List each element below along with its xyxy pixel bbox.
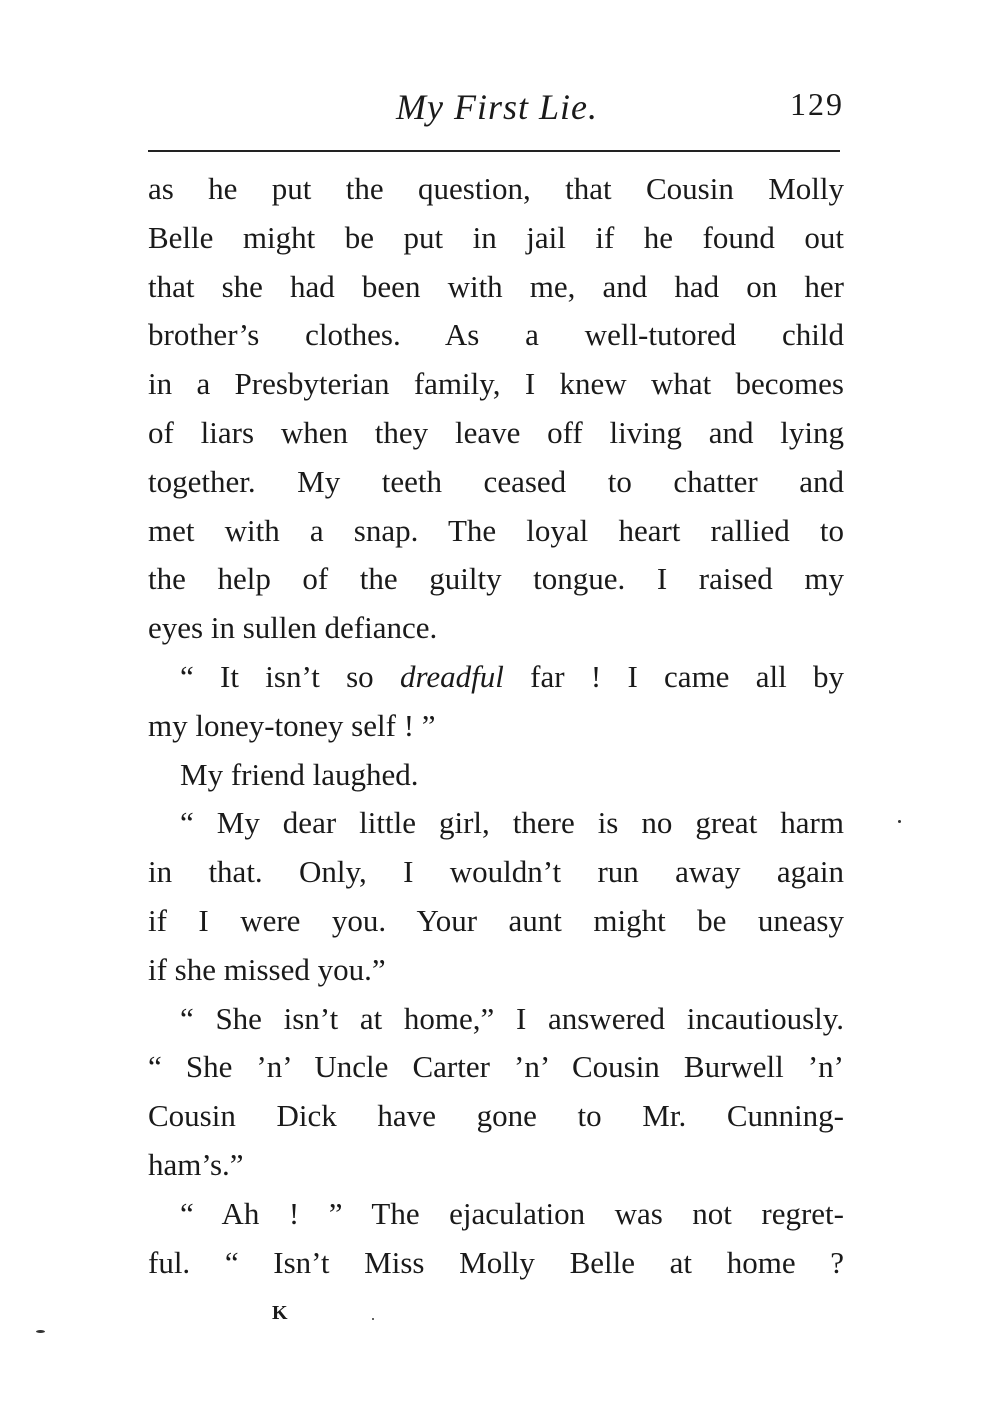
text-line: Belle might be put in jail if he found out: [148, 219, 844, 255]
text-line: if I were you. Your aunt might be uneasy: [148, 902, 844, 938]
quote-post: far ! I came all by: [503, 658, 844, 694]
text-line: of liars when they leave off living and lying: [148, 414, 844, 450]
header-rule: [148, 150, 840, 152]
text-line: brother’s clothes. As a well-tutored child: [148, 317, 844, 353]
text-line: ham’s.”: [148, 1146, 244, 1182]
scan-speck: [372, 1318, 374, 1320]
text-line: “ Ah ! ” The ejaculation was not regret-: [180, 1195, 844, 1231]
text-line: together. My teeth ceased to chatter and: [148, 463, 844, 499]
text-line: My friend laughed.: [180, 756, 419, 792]
running-head: [148, 86, 846, 136]
text-line: ful. “ Isn’t Miss Molly Belle at home ?: [148, 1244, 844, 1280]
scan-speck: [898, 820, 901, 823]
text-line: if she missed you.”: [148, 951, 386, 987]
quote-pre: “ It isn’t so: [180, 658, 400, 694]
text-line-quote: [148, 653, 844, 702]
text-line: in a Presbyterian family, I knew what becomes: [148, 366, 844, 402]
page-number: 129: [790, 86, 844, 122]
signature-mark: K: [272, 1302, 289, 1324]
text-line: “ My dear little girl, there is no great harm: [180, 805, 844, 841]
text-line: Cousin Dick have gone to Mr. Cunning-: [148, 1098, 844, 1134]
body-text: [148, 165, 844, 1287]
text-line: eyes in sullen defiance.: [148, 610, 438, 646]
running-title: My First Lie.: [396, 87, 598, 127]
text-line: that she had been with me, and had on her: [148, 268, 844, 304]
text-line: in that. Only, I wouldn’t run away again: [148, 854, 844, 890]
text-line: the help of the guilty tongue. I raised my: [148, 561, 844, 597]
text-line: “ She ’n’ Uncle Carter ’n’ Cousin Burwell ’n’: [148, 1049, 844, 1085]
text-line: my loney-toney self ! ”: [148, 707, 436, 743]
emphasis-dreadful: dreadful: [399, 658, 504, 694]
scan-speck: [36, 1330, 45, 1333]
text-line: as he put the question, that Cousin Molly: [148, 171, 844, 206]
text-line: “ She isn’t at home,” I answered incautiously.: [180, 1000, 844, 1036]
text-line: met with a snap. The loyal heart rallied to: [148, 512, 844, 548]
